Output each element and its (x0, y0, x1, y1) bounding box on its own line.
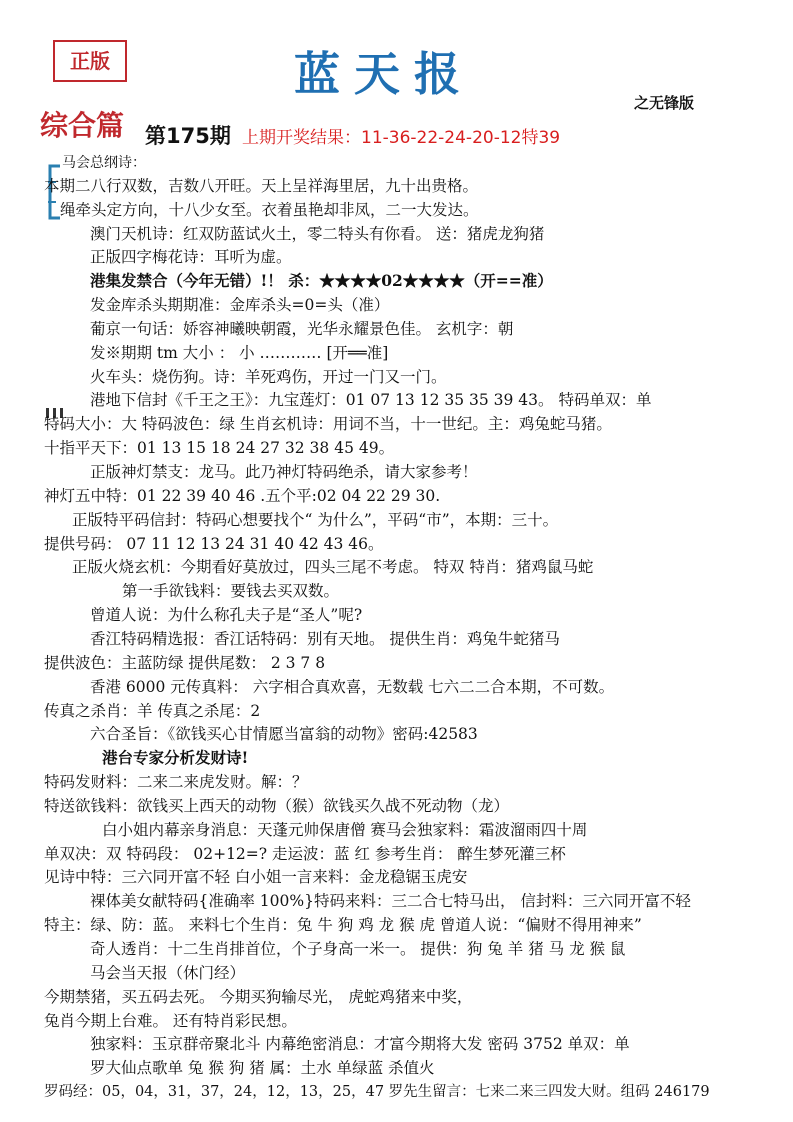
text-line: 第一手欲钱料：要钱去买双数。 (122, 582, 340, 600)
text-line: 发金库杀头期期准：金库杀头=0=头（准） (90, 296, 390, 314)
text-line: 香港 6000 元传真料： 六字相合真欢喜，无数载 七六二二合本期，不可数。 (90, 678, 615, 696)
text-line: 十指平天下：01 13 15 18 24 27 32 38 45 49。 (44, 439, 395, 457)
last-draw-result: 上期开奖结果：11-36-22-24-20-12特39 (242, 128, 561, 148)
text-line: 港集发禁合（今年无错）!！ 杀：★★★★02★★★★（开==准） (90, 271, 553, 290)
text-line: 澳门天机诗：红双防蓝试火土，零二特头有你看。 送：猪虎龙狗猪 (90, 225, 545, 243)
text-line: 港台专家分析发财诗! (102, 748, 249, 767)
text-line: 裸体美女献特码{准确率 100%}特码来料：三二合七特马出， 信封料：三六同开富不轻 (90, 892, 691, 910)
text-line: 今期禁猪，买五码去死。 今期买狗输尽光， 虎蛇鸡猪来中奖， (44, 988, 473, 1006)
text-line: 神灯五中特：01 22 39 40 46 .五个平:02 04 22 29 30. (44, 487, 441, 505)
text-line: 本期二八行双数，吉数八开旺。天上呈祥海里居，九十出贵格。 (44, 177, 479, 195)
section-title: 综合篇 (40, 109, 125, 142)
text-line: 奇人透肖：十二生肖排首位，个子身高一米一。 提供：狗 兔 羊 猪 马 龙 猴 鼠 (90, 940, 626, 958)
edition-label: 之无锋版 (634, 94, 695, 112)
text-line: 单双决：双 特码段： 02+12=? 走运波：蓝 红 参考生肖： 醉生梦死灌三杯 (44, 845, 566, 863)
text-line: 特主：绿、防：蓝。 来料七个生肖：兔 牛 狗 鸡 龙 猴 虎 曾道人说：“偏财不得用神来” (44, 916, 642, 934)
text-line: 港地下信封《千王之王》：九宝莲灯：01 07 13 12 35 35 39 43。 特码单双：单 (90, 391, 652, 409)
text-line: 正版四字梅花诗：耳听为虚。 (90, 248, 292, 266)
text-line: 马会当天报（休门经） (90, 964, 246, 982)
genuine-badge: 正版 (53, 40, 127, 82)
text-line: 白小姐内幕亲身消息：天蓬元帅保唐僧 赛马会独家料：霜波溜雨四十周 (102, 821, 588, 839)
text-line: 独家料：玉京群帝聚北斗 内幕绝密消息：才富今期将大发 密码 3752 单双：单 (90, 1035, 630, 1053)
text-line: 特码发财料：二来二来虎发财。解：？ (44, 773, 308, 791)
text-line: 正版特平码信封：特码心想要找个“ 为什么”，平码“市”，本期：三十。 (72, 511, 559, 529)
text-line: 传真之杀肖：羊 传真之杀尾：2 (44, 702, 261, 720)
text-line: 曾道人说：为什么称孔夫子是“圣人”呢? (90, 606, 363, 624)
text-line: 特码大小：大 特码波色：绿 生肖玄机诗：用词不当，十一世纪。主：鸡兔蛇马猪。 (44, 415, 612, 433)
text-line: 香江特码精选报：香江话特码：别有天地。 提供生肖：鸡兔牛蛇猪马 (90, 630, 560, 648)
text-line: 提供号码： 07 11 12 13 24 31 40 42 43 46。 (44, 535, 384, 553)
text-line: 火车头：烧伤狗。诗：羊死鸡伤，开过一门又一门。 (90, 368, 447, 386)
text-line: 六合圣旨：《欲钱买心甘情愿当富翁的动物》密码:42583 (90, 725, 478, 743)
text-line: 绳牵头定方向，十八少女至。衣着虽艳却非凤，二一大发达。 (60, 201, 479, 219)
text-line: 兔肖今期上台难。 还有特肖彩民想。 (44, 1012, 297, 1030)
text-line: 见诗中特：三六同开富不轻 白小姐一言来料：金龙稳锯玉虎安 (44, 868, 468, 886)
text-line: 罗大仙点歌单 兔 猴 狗 猪 属：土水 单绿蓝 杀值火 (90, 1059, 435, 1077)
text-line: 正版火烧玄机：今期看好莫放过，四头三尾不考虑。 特双 特肖：猪鸡鼠马蛇 (72, 558, 594, 576)
text-line: 葡京一句话：娇容神曦映朝霞，光华永耀景色佳。 玄机字：朝 (90, 320, 514, 338)
newspaper-title: 蓝天报 (294, 47, 474, 101)
text-line: 发※期期 tm 大小 ： 小 ………… [开══准] (90, 344, 389, 362)
text-line: 罗码经：05，04，31，37，24，12，13，25，47 罗先生留言：七来二来三四发大财。组码 246179 (44, 1084, 710, 1100)
text-line: 正版神灯禁支：龙马。此乃神灯特码绝杀，请大家参考！ (90, 463, 478, 481)
text-line: 马会总纲诗： (62, 155, 146, 171)
text-line: 提供波色：主蓝防绿 提供尾数： 2 3 7 8 (44, 654, 326, 672)
text-line: 特送欲钱料：欲钱买上西天的动物（猴）欲钱买久战不死动物（龙） (44, 797, 510, 815)
issue-number: 第175期 (145, 124, 231, 148)
